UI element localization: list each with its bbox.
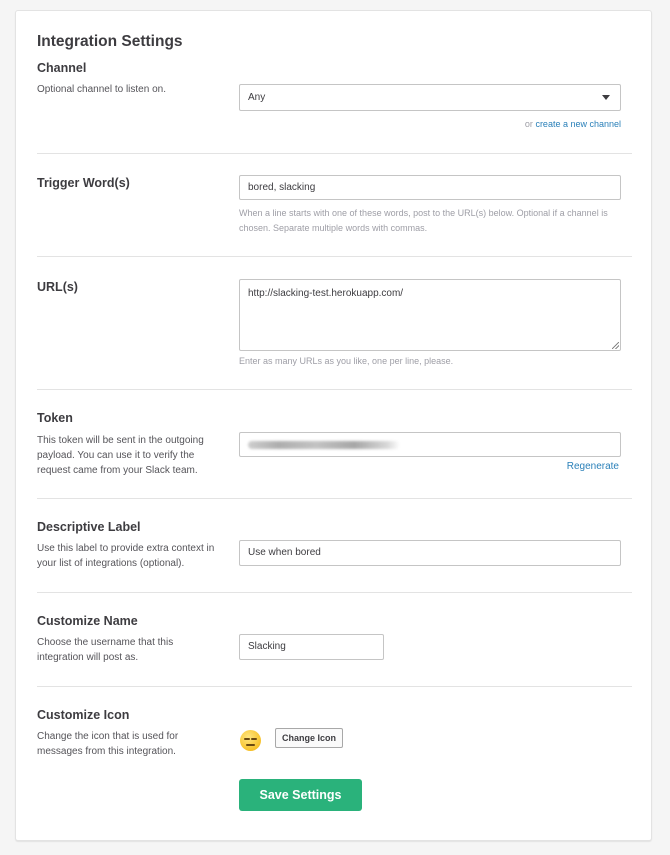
divider <box>37 592 632 593</box>
token-description: This token will be sent in the outgoing payload. You can use it to verify the request came from your Slack team. <box>37 435 204 476</box>
customize-icon-description: Change the icon that is used for messages from this integration. <box>37 731 179 757</box>
divider <box>37 498 632 499</box>
divider <box>37 256 632 257</box>
page-title: Integration Settings <box>37 33 183 50</box>
create-channel-link[interactable]: create a new channel <box>535 119 621 129</box>
integration-settings-card <box>15 10 652 841</box>
urls-textarea-value: http://slacking-test.herokuapp.com/ <box>248 288 404 299</box>
descriptive-label-input[interactable]: Use when bored <box>239 540 621 566</box>
trigger-words-help: When a line starts with one of these words, post to the URL(s) below. Optional if a channel is chosen. Separate multiple words with commas. <box>239 208 608 233</box>
urls-label: URL(s) <box>37 280 78 294</box>
channel-description: Optional channel to listen on. <box>37 84 166 95</box>
descriptive-label-label: Descriptive Label <box>37 520 141 534</box>
channel-select-value: Any <box>248 92 266 103</box>
descriptive-label-description: Use this label to provide extra context in your list of integrations (optional). <box>37 543 215 569</box>
divider <box>37 389 632 390</box>
customize-name-description: Choose the username that this integration will post as. <box>37 637 174 663</box>
channel-select[interactable] <box>239 84 621 111</box>
divider <box>37 153 632 154</box>
urls-help: Enter as many URLs as you like, one per line, please. <box>239 356 454 366</box>
expressionless-face-icon <box>240 730 261 751</box>
chevron-down-icon <box>602 95 610 100</box>
customize-name-input[interactable]: Slacking <box>239 634 384 660</box>
channel-label: Channel <box>37 61 87 75</box>
token-label: Token <box>37 411 73 425</box>
divider <box>37 686 632 687</box>
trigger-words-label: Trigger Word(s) <box>37 176 130 190</box>
customize-icon-label: Customize Icon <box>37 708 130 722</box>
urls-textarea[interactable] <box>239 279 621 351</box>
customize-name-label: Customize Name <box>37 614 138 628</box>
save-settings-button[interactable]: Save Settings <box>239 779 362 811</box>
resize-handle-icon[interactable] <box>612 342 619 349</box>
token-input[interactable] <box>239 432 621 457</box>
redacted-token <box>248 441 400 449</box>
change-icon-button[interactable]: Change Icon <box>275 728 343 748</box>
channel-help-prefix: or <box>524 119 533 129</box>
channel-help <box>239 117 621 132</box>
trigger-words-input[interactable]: bored, slacking <box>239 175 621 200</box>
regenerate-link[interactable]: Regenerate <box>566 461 619 472</box>
